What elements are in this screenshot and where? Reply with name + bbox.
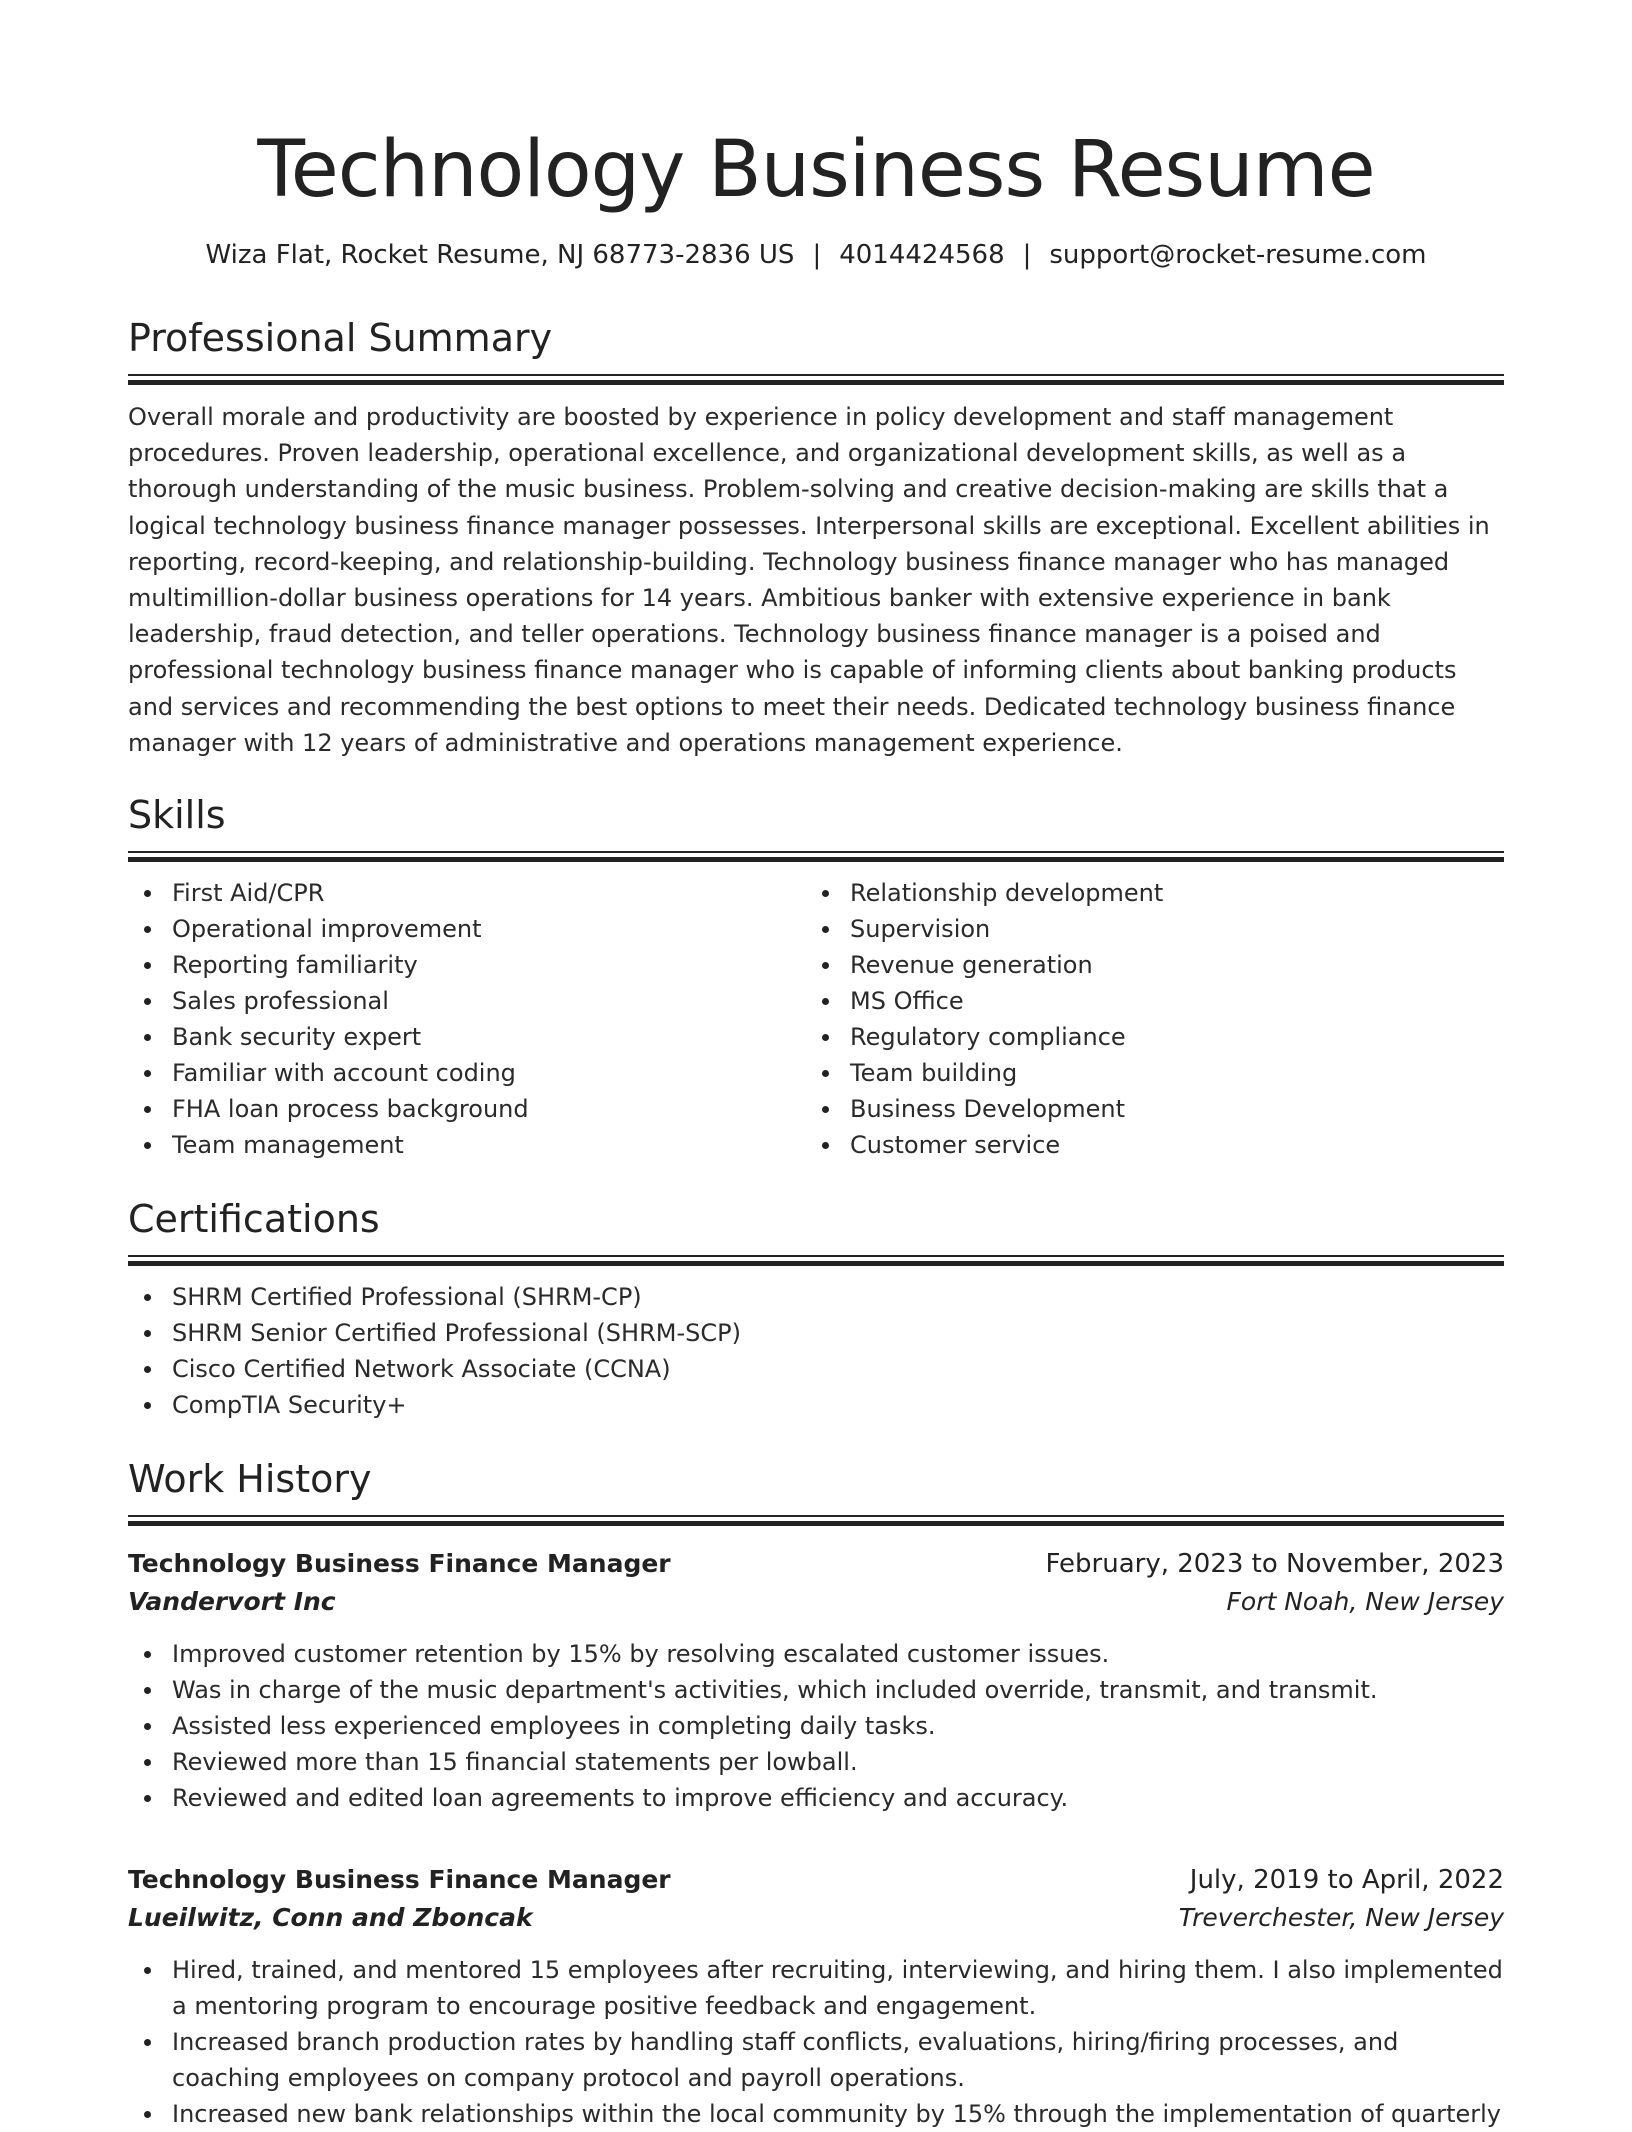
certifications-section: [128, 1195, 1504, 1423]
skills-list-left: [128, 875, 806, 1163]
skill-item: Reporting familiarity: [128, 947, 806, 983]
skill-item: Revenue generation: [806, 947, 1484, 983]
job-title: Technology Business Finance Manager: [128, 1549, 671, 1579]
contact-email: support@rocket-resume.com: [1049, 240, 1427, 270]
job-company-row: [128, 1898, 1504, 1938]
job-bullet: Reviewed and edited loan agreements to improve efficiency and accuracy.: [128, 1780, 1504, 1816]
job-header-row: [128, 1546, 1504, 1582]
job-location: Treverchester, New Jersey: [1178, 1903, 1504, 1933]
skill-item: Customer service: [806, 1127, 1484, 1163]
job-company-row: [128, 1582, 1504, 1622]
job-dates: February, 2023 to November, 2023: [1045, 1549, 1504, 1580]
job-entry: [128, 1546, 1504, 1816]
job-bullets: [128, 1636, 1504, 1816]
job-company: Vandervort Inc: [128, 1587, 336, 1617]
certification-item: Cisco Certified Network Associate (CCNA): [128, 1351, 1504, 1387]
certification-item: SHRM Certified Professional (SHRM-CP): [128, 1279, 1504, 1315]
skill-item: FHA loan process background: [128, 1091, 806, 1127]
skill-item: Bank security expert: [128, 1019, 806, 1055]
section-divider: [128, 851, 1504, 862]
job-header-row: [128, 1862, 1504, 1898]
summary-heading: Professional Summary: [128, 316, 553, 360]
contact-phone: 4014424568: [839, 240, 1005, 270]
skill-item: Regulatory compliance: [806, 1019, 1484, 1055]
contact-address: Wiza Flat, Rocket Resume, NJ 68773-2836 US: [205, 240, 795, 270]
skill-item: Relationship development: [806, 875, 1484, 911]
section-divider: [128, 1255, 1504, 1266]
certifications-heading: Certifications: [128, 1197, 380, 1242]
skills-section: [128, 791, 1504, 1163]
job-bullet: Increased branch production rates by handling staff conflicts, evaluations, hiring/firing processes, and coaching employees on company protocol and payroll operations.: [128, 2024, 1504, 2096]
job-dates: July, 2019 to April, 2022: [1189, 1865, 1504, 1896]
skill-item: Business Development: [806, 1091, 1484, 1127]
skill-item: MS Office: [806, 983, 1484, 1019]
contact-line: [128, 238, 1504, 272]
skill-item: Team management: [128, 1127, 806, 1163]
skill-item: First Aid/CPR: [128, 875, 806, 911]
certification-item: SHRM Senior Certified Professional (SHRM-SCP): [128, 1315, 1504, 1351]
job-bullet: Hired, trained, and mentored 15 employees after recruiting, interviewing, and hiring them. I also implemented a mentoring program to encourage positive feedback and engagement.: [128, 1952, 1504, 2024]
resume-title: Technology Business Resume: [257, 125, 1375, 215]
summary-text: Overall morale and productivity are boosted by experience in policy development and staff management procedures. Proven leadership, operational excellence, and organizational development skills, as well as a thorough understanding of the music business. Problem-solving and creative decision-making are skills that a logical technology business finance manager possesses. Interpersonal skills are exceptional. Excellent abilities in reporting, record-keeping, and relationship-building. Technology business finance manager who has managed multimillion-dollar business operations for 14 years. Ambitious banker with extensive experience in bank leadership, fraud detection, and teller operations. Technology business finance manager is a poised and professional technology business finance manager who is capable of informing clients about banking products and services and recommending the best options to meet their needs. Dedicated technology business finance manager with 12 years of administrative and operations management experience.: [128, 403, 1490, 757]
skill-item: Sales professional: [128, 983, 806, 1019]
resume-page: [128, 0, 1504, 2132]
job-bullet: Reviewed more than 15 financial statements per lowball.: [128, 1744, 1504, 1780]
work-history-section: [128, 1455, 1504, 2132]
skills-columns: [128, 875, 1504, 1163]
job-bullet: Improved customer retention by 15% by resolving escalated customer issues.: [128, 1636, 1504, 1672]
contact-separator: |: [812, 240, 822, 270]
section-divider: [128, 1515, 1504, 1526]
skill-item: Operational improvement: [128, 911, 806, 947]
skill-item: Familiar with account coding: [128, 1055, 806, 1091]
job-bullet: Increased new bank relationships within the local community by 15% through the implementation of quarterly: [128, 2096, 1504, 2132]
certification-item: CompTIA Security+: [128, 1387, 1504, 1423]
work-history-heading: Work History: [128, 1457, 372, 1502]
job-entry: [128, 1862, 1504, 2132]
contact-separator: |: [1022, 240, 1032, 270]
job-bullet: Was in charge of the music department's activities, which included override, transmit, and transmit.: [128, 1672, 1504, 1708]
job-title: Technology Business Finance Manager: [128, 1865, 671, 1895]
summary-section: [128, 314, 1504, 761]
skill-item: Supervision: [806, 911, 1484, 947]
certifications-list: [128, 1279, 1504, 1423]
job-bullet: Assisted less experienced employees in completing daily tasks.: [128, 1708, 1504, 1744]
skills-heading: Skills: [128, 793, 226, 838]
job-location: Fort Noah, New Jersey: [1226, 1587, 1504, 1617]
skills-list-right: [806, 875, 1484, 1163]
skill-item: Team building: [806, 1055, 1484, 1091]
job-bullets: [128, 1952, 1504, 2132]
job-company: Lueilwitz, Conn and Zboncak: [128, 1903, 533, 1933]
section-divider: [128, 374, 1504, 385]
